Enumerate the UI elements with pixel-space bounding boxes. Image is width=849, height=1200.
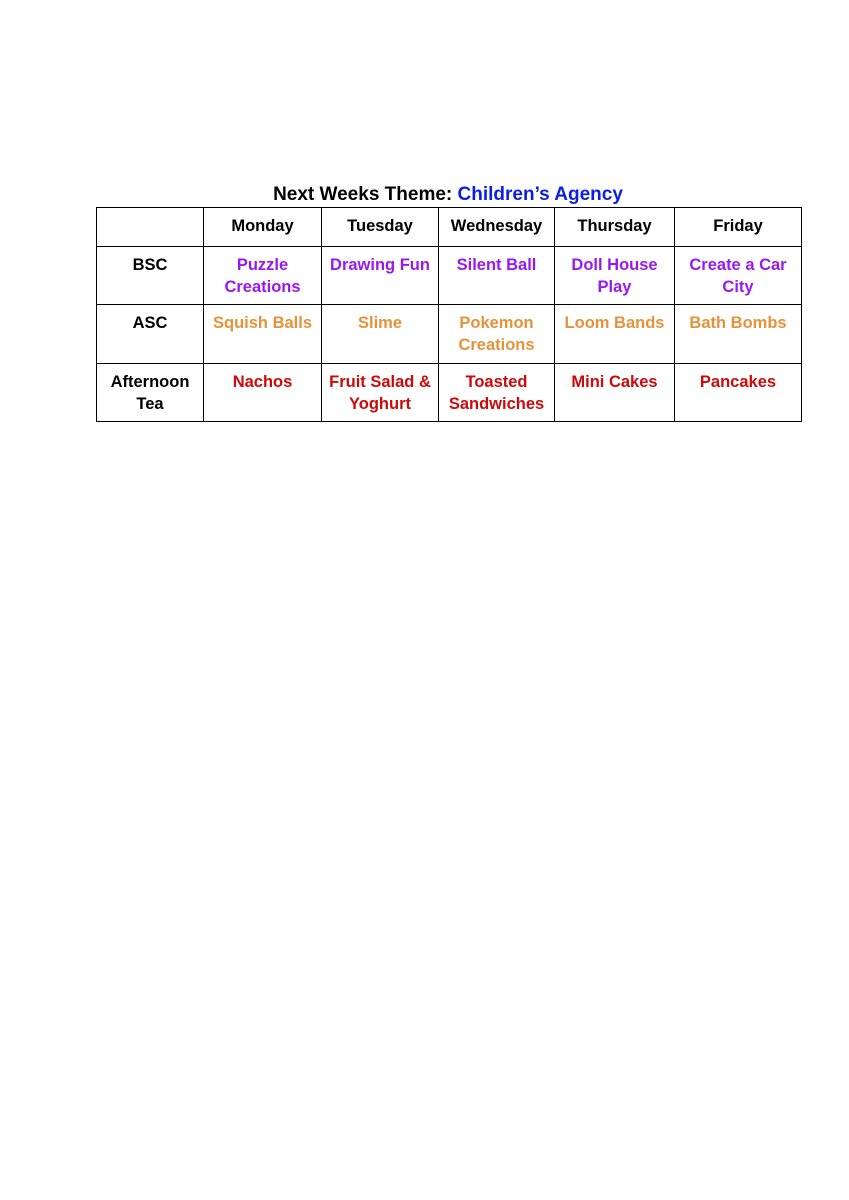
activity-text: Puzzle Creations (224, 256, 301, 296)
activity-text: Drawing Fun (330, 256, 430, 274)
activity-text: Slime (357, 314, 403, 332)
page-title (96, 182, 800, 208)
cell-bsc-monday (204, 247, 322, 305)
cell-bsc-thursday (555, 247, 675, 305)
table-row-bsc (97, 247, 802, 305)
cell-bsc-wednesday (439, 247, 555, 305)
cell-tea-monday (204, 364, 322, 422)
cell-asc-friday (675, 305, 802, 364)
table-header-row (97, 208, 802, 247)
activity-text: Pancakes (699, 373, 777, 391)
cell-tea-tuesday (322, 364, 439, 422)
row-label-asc (97, 305, 204, 364)
activity-text: Create a Car City (689, 256, 787, 296)
cell-asc-tuesday (322, 305, 439, 364)
table-row-afternoon-tea (97, 364, 802, 422)
cell-tea-wednesday (439, 364, 555, 422)
cell-asc-thursday (555, 305, 675, 364)
day-header-friday: Friday (675, 208, 802, 247)
activity-text: Loom Bands (564, 314, 665, 332)
day-header-tuesday: Tuesday (322, 208, 439, 247)
row-label-text: ASC (132, 314, 168, 332)
weekly-schedule-table (96, 207, 802, 422)
theme-name: Children’s Agency (457, 184, 623, 205)
cell-bsc-friday (675, 247, 802, 305)
table-row-asc (97, 305, 802, 364)
activity-text: Squish Balls (212, 314, 313, 332)
day-header-thursday: Thursday (555, 208, 675, 247)
row-label-bsc (97, 247, 204, 305)
activity-text: Silent Ball (456, 256, 537, 274)
row-label-text: Afternoon Tea (110, 373, 190, 413)
activity-text: Toasted Sandwiches (448, 373, 545, 413)
cell-bsc-tuesday (322, 247, 439, 305)
title-prefix: Next Weeks Theme: (273, 184, 453, 205)
activity-text: Fruit Salad & Yoghurt (329, 373, 431, 413)
cell-asc-monday (204, 305, 322, 364)
activity-text: Pokemon Creations (458, 314, 535, 354)
activity-text: Nachos (232, 373, 293, 391)
activity-text: Bath Bombs (689, 314, 787, 332)
cell-tea-friday (675, 364, 802, 422)
row-label-text: BSC (132, 256, 168, 274)
activity-text: Mini Cakes (571, 373, 658, 391)
row-label-afternoon-tea (97, 364, 204, 422)
activity-text: Doll House Play (571, 256, 658, 296)
corner-cell (97, 208, 204, 247)
cell-tea-thursday (555, 364, 675, 422)
day-header-wednesday: Wednesday (439, 208, 555, 247)
day-header-monday: Monday (204, 208, 322, 247)
cell-asc-wednesday (439, 305, 555, 364)
